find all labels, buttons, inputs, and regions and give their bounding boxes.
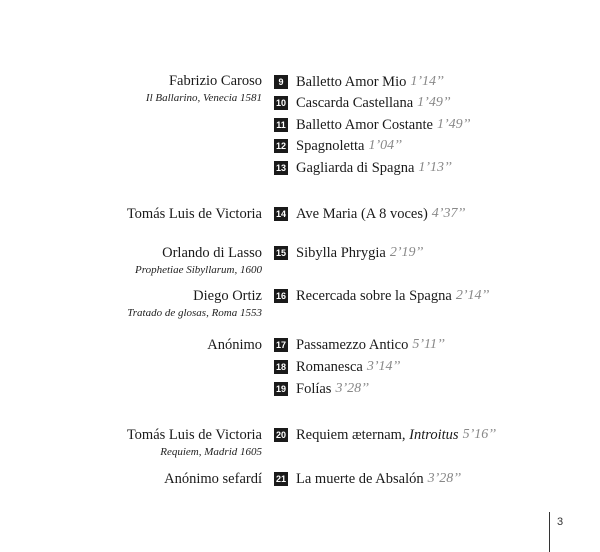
track-number: 15 xyxy=(275,248,286,258)
track-title xyxy=(296,427,459,444)
composer-source: Requiem, Madrid 1605 xyxy=(160,446,262,458)
track-item xyxy=(274,287,489,305)
track-item xyxy=(274,380,369,398)
track-title: Balletto Amor Costante xyxy=(296,116,433,133)
track-title: Spagnoletta xyxy=(296,137,365,154)
composer-source: Prophetiae Sibyllarum, 1600 xyxy=(135,264,262,276)
track-title-main: Requiem æternam, xyxy=(296,426,410,443)
composer-block xyxy=(127,427,262,459)
track-item xyxy=(274,205,465,223)
track-number: 16 xyxy=(275,291,286,301)
track-number: 20 xyxy=(275,430,286,440)
page-number: 3 xyxy=(557,516,564,528)
track-duration: 5’11’’ xyxy=(412,337,445,352)
composer-block xyxy=(146,73,262,105)
track-number: 9 xyxy=(274,75,288,89)
track-duration: 3’28’’ xyxy=(335,381,369,396)
track-item xyxy=(274,159,452,177)
track-item xyxy=(274,73,444,91)
track-duration: 1’14’’ xyxy=(410,74,444,89)
composer-name: Fabrizio Caroso xyxy=(168,73,262,89)
track-number: 13 xyxy=(275,163,286,173)
track-number: 21 xyxy=(275,474,286,484)
track-item xyxy=(274,470,461,488)
composer-name: Tomás Luis de Victoria xyxy=(126,206,262,222)
track-number: 14 xyxy=(275,209,286,219)
composer-block xyxy=(127,206,262,222)
track-item xyxy=(274,426,496,444)
composer-name: Tomás Luis de Victoria xyxy=(126,427,262,443)
composer-source: Tratado de glosas, Roma 1553 xyxy=(127,307,262,319)
track-number: 18 xyxy=(275,362,286,372)
track-number: 19 xyxy=(275,384,286,394)
track-item xyxy=(274,94,451,112)
track-item xyxy=(274,358,400,376)
track-title: Romanesca xyxy=(296,358,363,375)
page-rule xyxy=(549,512,550,552)
track-number: 12 xyxy=(275,141,286,151)
track-title: La muerte de Absalón xyxy=(296,470,424,487)
track-number: 11 xyxy=(274,118,288,132)
track-title: Recercada sobre la Spagna xyxy=(296,287,452,304)
track-item xyxy=(274,336,445,354)
track-number: 17 xyxy=(275,340,286,350)
track-duration: 2’19’’ xyxy=(389,245,424,260)
track-duration: 1’04’’ xyxy=(368,138,402,153)
track-duration: 3’28’’ xyxy=(427,471,462,486)
track-duration: 1’13’’ xyxy=(418,160,452,175)
composer-source: Il Ballarino, Venecia 1581 xyxy=(145,92,262,104)
track-title: Sibylla Phrygia xyxy=(296,244,386,261)
composer-block xyxy=(127,288,262,320)
track-number: 10 xyxy=(275,98,286,108)
composer-block xyxy=(135,245,262,277)
track-item xyxy=(274,137,402,155)
track-item xyxy=(274,116,470,134)
track-title: Folías xyxy=(296,380,332,397)
composer-block xyxy=(164,471,262,487)
track-title: Balletto Amor Mio xyxy=(296,73,407,90)
track-duration: 1’49’’ xyxy=(417,95,451,110)
track-item xyxy=(274,244,423,262)
composer-name: Orlando di Lasso xyxy=(162,245,262,261)
track-title: Passamezzo Antico xyxy=(296,336,409,353)
track-duration: 2’14’’ xyxy=(455,288,490,303)
track-duration: 5’16’’ xyxy=(462,427,497,442)
track-duration: 4’37’’ xyxy=(431,206,466,221)
composer-name: Diego Ortiz xyxy=(193,288,262,304)
composer-name: Anónimo sefardí xyxy=(164,471,262,487)
composer-name: Anónimo xyxy=(207,337,262,353)
track-duration: 1’49’’ xyxy=(436,117,471,132)
track-title-italic: Introitus xyxy=(409,426,459,443)
track-title: Gagliarda di Spagna xyxy=(296,159,415,176)
track-title: Cascarda Castellana xyxy=(296,94,414,111)
track-duration: 3’14’’ xyxy=(366,359,401,374)
track-title: Ave Maria (A 8 voces) xyxy=(296,205,428,222)
composer-block xyxy=(207,337,262,353)
